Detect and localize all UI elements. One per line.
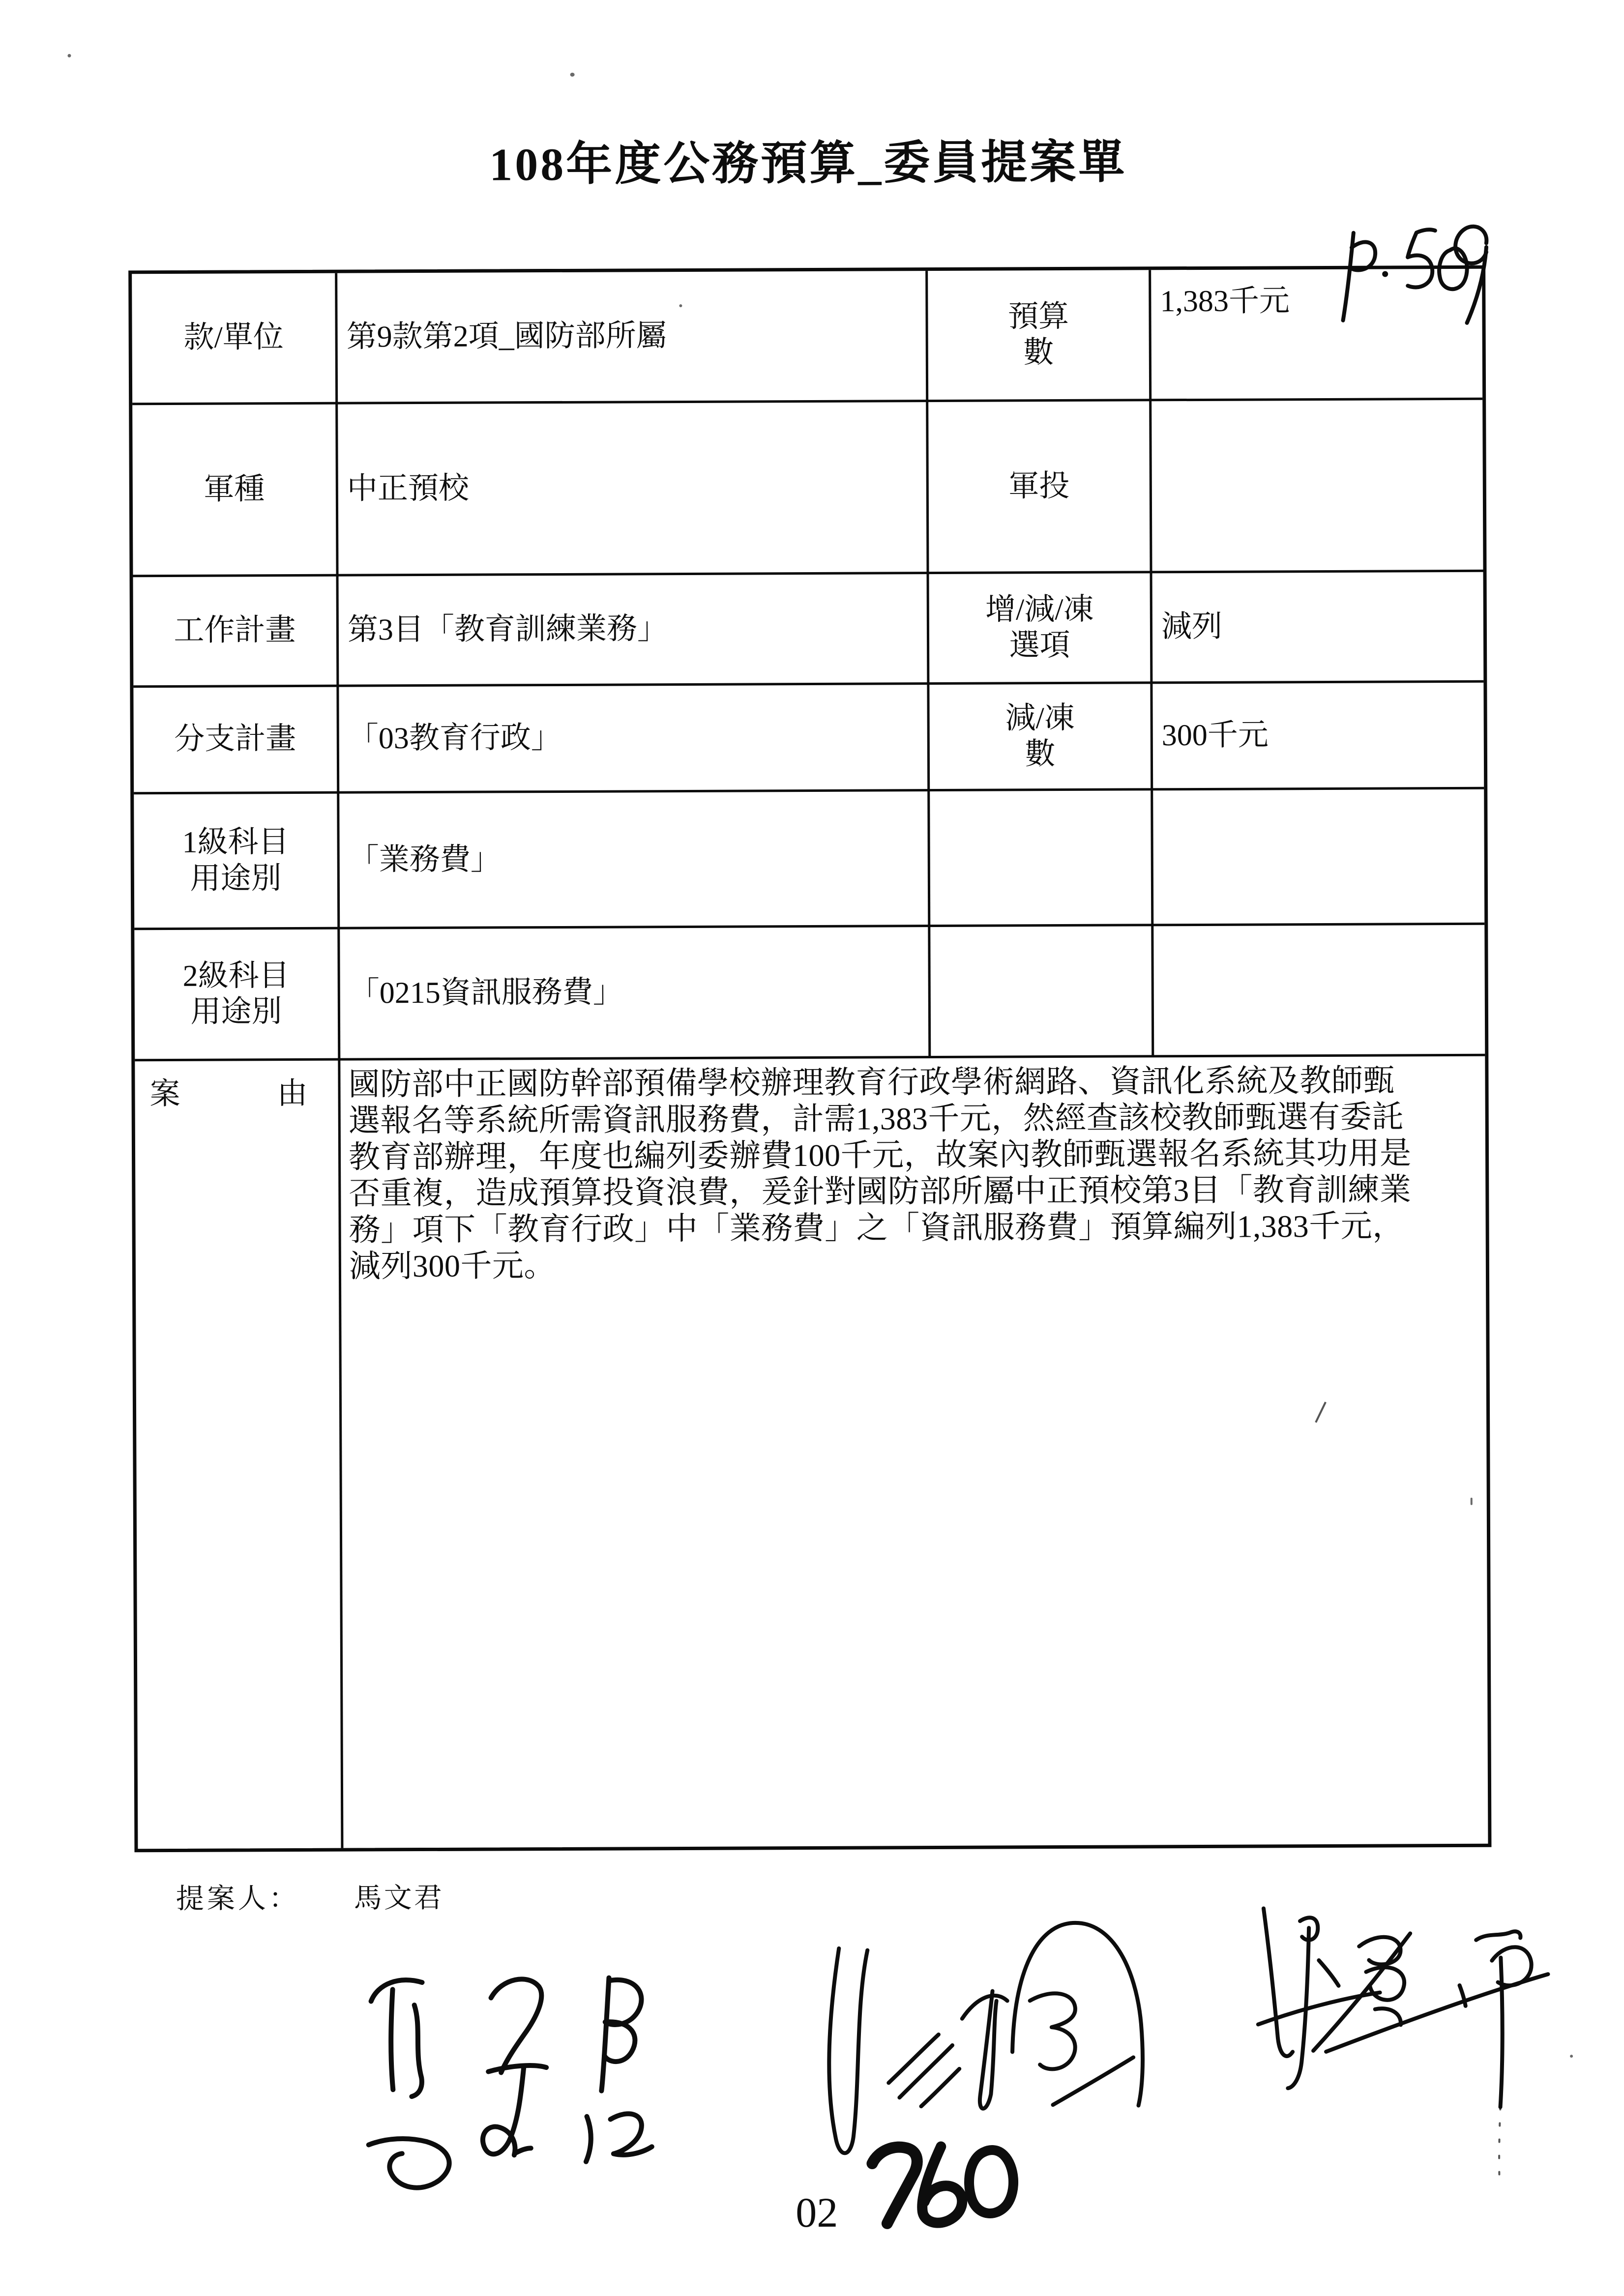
branch-plan-label: 分支計畫 — [174, 722, 296, 756]
printed-page-number: 02 — [796, 2188, 838, 2237]
proposer-label: 提案人： — [176, 1883, 300, 1915]
level1-subject-col4-empty — [1153, 789, 1493, 924]
kuan-unit-label: 款/單位 — [183, 320, 284, 355]
budget-amount-value: 1,383千元 — [1160, 284, 1290, 319]
reduce-freeze-amount-label: 減/凍 數 — [1005, 701, 1075, 771]
service-branch-value: 中正預校 — [347, 471, 469, 506]
scan-speck — [570, 73, 575, 77]
scan-speck — [679, 304, 682, 307]
signature-2 — [828, 1922, 1143, 2153]
level2-subject-col4-empty — [1153, 925, 1494, 1055]
level2-subject-label: 2級科目 用途別 — [182, 959, 290, 1029]
level1-subject-label: 1級科目 用途別 — [182, 825, 289, 896]
budget-form-table — [128, 265, 1491, 1853]
adjust-option-value: 減列 — [1161, 610, 1223, 644]
level1-subject-value: 「業務費」 — [348, 843, 501, 877]
military-investment-label: 軍投 — [1008, 469, 1070, 503]
kuan-unit-value: 第9款第2項_國防部所屬 — [346, 319, 667, 354]
scan-speck — [1471, 1498, 1473, 1505]
signature-3 — [1258, 1907, 1549, 2186]
handwritten-page-number — [850, 2127, 1032, 2285]
scan-speck — [67, 54, 71, 58]
adjust-option-label: 增/減/凍 選項 — [985, 592, 1094, 663]
budget-amount-label: 預算 數 — [1007, 299, 1069, 370]
military-investment-value — [1152, 400, 1492, 571]
case-label-char-2: 由 — [277, 1076, 308, 1111]
page-title: 108年度公務預算_委員提案單 — [489, 137, 1127, 191]
case-label-char-1: 案 — [149, 1077, 180, 1111]
proposer-name: 馬文君 — [354, 1882, 444, 1914]
case-reason-text: 國防部中正國防幹部預備學校辦理教育行政學術網路、資訊化系統及教師甄 選報名等系統所需資訊服務費，計需1,383千元，然經查該校教師甄選有委託 教育部辦理，年度也編列委辦費100千元，故案內教師甄選報名系統其功用是 否重複，造成預算投資浪費，爰針對國防部所屬中正預校第3目「教育訓練業 務」項下「教育行政」中「業務費」之「資訊服務費」預算編列1,383千元， 減列300千元。 — [348, 1063, 1412, 1284]
branch-plan-value: 「03教育行政」 — [348, 721, 561, 756]
signature-1 — [368, 1977, 652, 2188]
service-branch-label: 軍種 — [204, 472, 265, 506]
work-plan-value: 第3目「教育訓練業務」 — [347, 612, 668, 647]
level2-subject-value: 「0215資訊服務費」 — [349, 975, 623, 1011]
work-plan-label: 工作計畫 — [174, 613, 296, 648]
case-reason-label — [135, 1061, 338, 1113]
level2-subject-col3-empty — [930, 926, 1152, 1056]
level1-subject-col3-empty — [930, 790, 1151, 925]
reduce-freeze-amount-value: 300千元 — [1161, 718, 1269, 753]
